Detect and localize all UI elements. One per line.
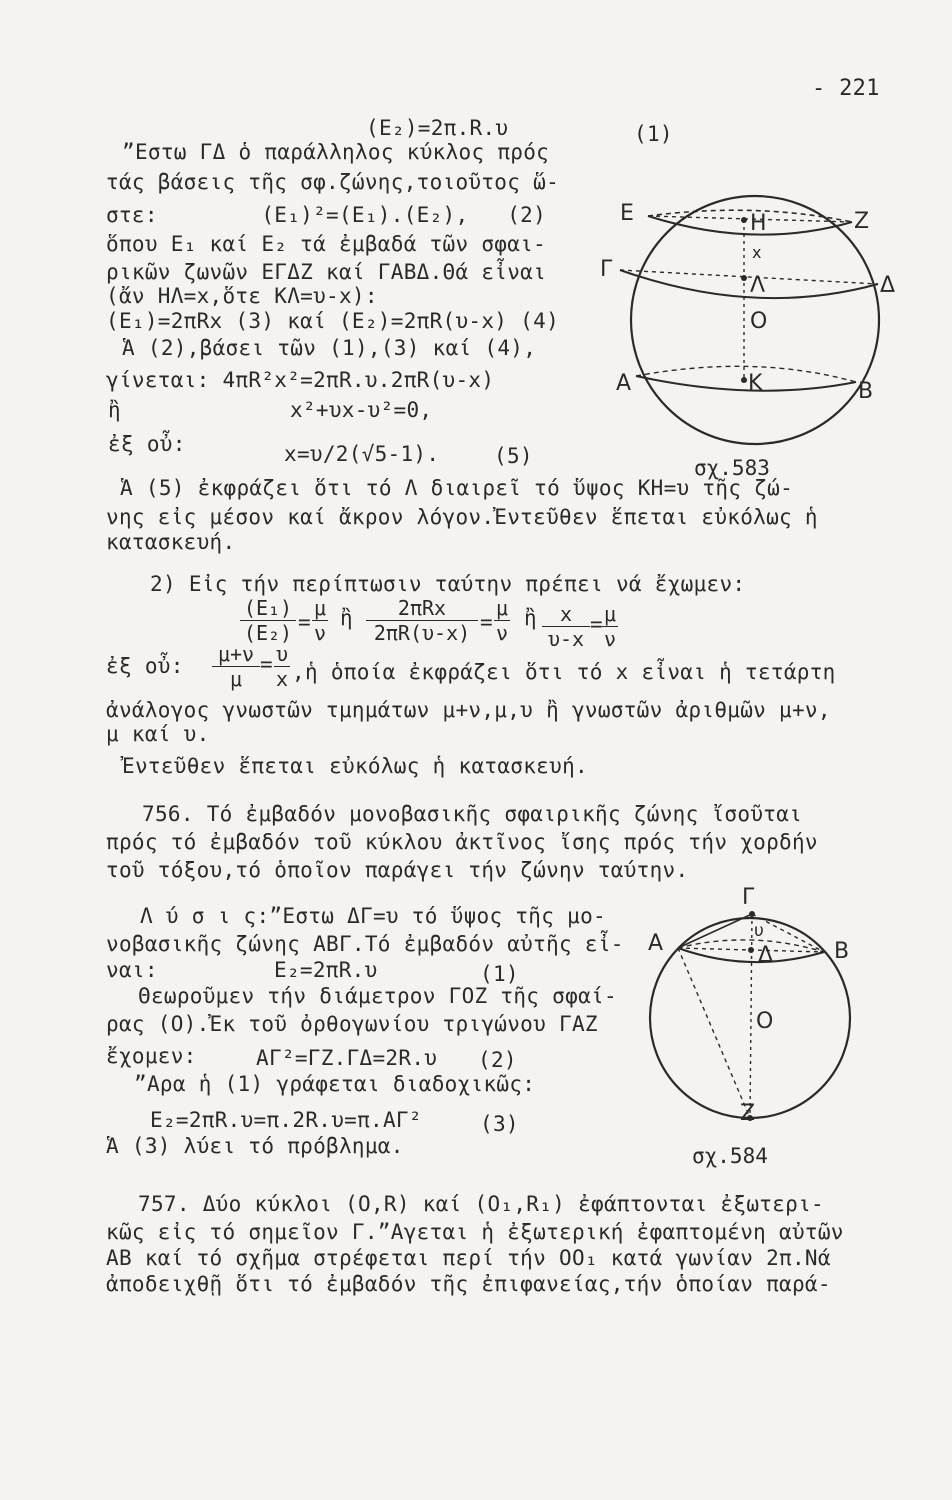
equation-5-number: (5) (494, 444, 533, 468)
fraction-mu-plus-nu-over-mu (212, 642, 260, 691)
solution-equation-3: E₂=2πR.υ=π.2R.υ=π.AΓ² (150, 1108, 422, 1132)
label-A: A (648, 931, 664, 956)
point-K (741, 377, 747, 383)
figure-584-single-base-zone (642, 878, 862, 1132)
solution-line: Θεωροῦμεν τήν διάμετρον ΓOZ τῆς σφαί- (138, 984, 617, 1008)
text-line: τάς βάσεις τῆς σφ.ζώνης,τοιοῦτος ὥ- (106, 170, 560, 194)
denominator: ν (313, 621, 327, 645)
numerator: μ (313, 596, 327, 620)
label-Lambda: Λ (750, 273, 766, 298)
label-H: H (750, 211, 767, 236)
label-O: O (750, 309, 768, 334)
label-K: K (748, 371, 763, 396)
equation-5: x=υ/2(√5-1). (284, 442, 440, 466)
label-Z: Z (740, 1101, 756, 1126)
fraction-E1-E2 (240, 596, 296, 645)
chord-AZ (678, 948, 750, 1118)
solution-line: Λ ύ σ ι ς:”Eστω ΔΓ=υ τό ὕψος τῆς μο- (140, 904, 606, 928)
solution-line: ἔχομεν: (106, 1044, 197, 1068)
denominator: μ (229, 667, 243, 691)
label-Gamma: Γ (600, 257, 613, 282)
label-E: E (620, 201, 634, 226)
equation-number: (3) (480, 1112, 519, 1136)
denominator: ν (603, 627, 617, 651)
point-L (741, 275, 747, 281)
solution-line: νοβασικῆς ζώνης ABΓ.Τό ἐμβαδόν αὐτῆς εἶ- (106, 932, 624, 956)
equation-1: (E₂)=2π.R.υ (366, 116, 509, 140)
label-Delta: Δ (758, 943, 774, 968)
or-word: ἢ (340, 606, 353, 630)
equation-number: (1) (480, 962, 519, 986)
point-H (741, 217, 747, 223)
point-G (749, 911, 755, 917)
or-word: ἢ (108, 398, 121, 422)
problem-756-statement: 756. Τό ἐμβαδόν μονοβασικῆς σφαιρικῆς ζώνης ἴσοῦται (142, 802, 803, 826)
solution-line: ναι: (106, 958, 158, 982)
equation-number: (2) (478, 1048, 517, 1072)
problem-756-statement: τοῦ τόξου,τό ὁποῖον παράγει τήν ζώνην ταύτην. (106, 858, 689, 882)
label-A: A (616, 371, 632, 396)
label-B: B (834, 939, 850, 964)
zone-circle-GD-front (620, 270, 878, 298)
problem-756-statement: πρός τό ἐμβαδόν τοῦ κύκλου ἀκτῖνος ἴσης πρός τήν χορδήν (106, 830, 818, 854)
page-number: - 221 (812, 76, 880, 101)
denominator: (E₂) (243, 621, 293, 645)
denominator: υ-x (547, 627, 585, 651)
denominator: x (275, 667, 289, 691)
equals-sign: = (480, 610, 493, 634)
text-line: 2) Εἰς τήν περίπτωσιν ταύτην πρέπει νά ἔχωμεν: (150, 572, 746, 596)
equations-3-4: (E₁)=2πRx (3) καί (E₂)=2πR(υ-x) (4) (106, 309, 560, 333)
denominator: ν (495, 621, 509, 645)
fraction-x-over-u-minus-x (542, 602, 590, 651)
text-line: γίνεται: 4πR²x²=2πR.υ.2πR(υ-x) (106, 368, 495, 392)
point-D (748, 947, 754, 953)
equation-1-number: (1) (634, 122, 673, 146)
problem-757-statement: ἀποδειχθῇ ὅτι τό ἐμβαδόν τῆς ἐπιφανείας,τήν ὁποίαν παρά- (106, 1272, 831, 1296)
figure-583-sphere-zones (600, 168, 906, 436)
text-line: ἀνάλογος γνωστῶν τμημάτων μ+ν,μ,υ ἢ γνωστῶν ἀριθμῶν μ+ν, (106, 698, 831, 722)
or-word: ἢ (524, 606, 537, 630)
solution-equation-2: AΓ²=ΓZ.ΓΔ=2R.υ (256, 1046, 438, 1070)
problem-757-statement: 757. Δύο κύκλοι (O,R) καί (O₁,R₁) ἐφάπτονται ἐξωτερι- (138, 1192, 824, 1216)
fraction-areas (366, 596, 478, 645)
numerator: (E₁) (240, 596, 296, 621)
quadratic-equation: x²+υx-υ²=0, (290, 398, 433, 422)
numerator: μ+ν (212, 642, 260, 667)
text-line: Ἐντεῦθεν ἕπεται εὐκόλως ἡ κατασκευή. (122, 754, 588, 778)
text-line: ”Eστω ΓΔ ὁ παράλληλος κύκλος πρός (122, 140, 550, 164)
equals-sign: = (298, 610, 311, 634)
fraction-mu-nu (494, 596, 510, 645)
numerator: μ (495, 596, 509, 620)
fraction-u-over-x (274, 642, 290, 691)
whence-word: ἐξ οὖ: (108, 432, 186, 456)
label-Gamma: Γ (742, 885, 755, 910)
text-line: (ἄν HΛ=x,ὅτε KΛ=υ-x): (106, 284, 378, 308)
equation-2: στε: (E₁)²=(E₁).(E₂), (2) (106, 203, 547, 227)
chord-AG (678, 914, 752, 948)
numerator: μ (603, 602, 617, 626)
numerator: υ (275, 642, 289, 666)
fraction-mu-nu (312, 596, 328, 645)
text-line: μ καί υ. (106, 722, 210, 746)
label-Delta: Δ (880, 273, 896, 298)
solution-line: ”Αρα ἡ (1) γράφεται διαδοχικῶς: (134, 1072, 536, 1096)
figure-583-caption: σχ.583 (694, 456, 770, 480)
problem-757-statement: AB καί τό σχῆμα στρέφεται περί τήν OO₁ κατά γωνίαν 2π.Νά (106, 1246, 831, 1270)
label-upsilon: υ (754, 921, 764, 941)
problem-757-statement: κῶς εἰς τό σημεῖον Γ.”Αγεται ἡ ἐξωτερική ἐφαπτομένη αὐτῶν (106, 1220, 844, 1244)
diameter-GZ (750, 914, 752, 1118)
solution-line: Ἁ (3) λύει τό πρόβλημα. (106, 1134, 404, 1158)
label-Z: Z (854, 209, 870, 234)
label-O: O (756, 1009, 774, 1034)
fraction-mu-nu (602, 602, 618, 651)
solution-equation-1: E₂=2πR.υ (274, 958, 378, 982)
whence-word: ἐξ οὖ: (106, 654, 184, 678)
text-line: ,ἡ ὁποία ἐκφράζει ὅτι τό x εἶναι ἡ τετάρτη (292, 660, 836, 684)
figure-584-caption: σχ.584 (692, 1144, 768, 1168)
paragraph-line: κατασκευή. (106, 530, 236, 554)
label-x: x (752, 243, 762, 262)
label-B: B (858, 379, 874, 404)
text-line: ρικῶν ζωνῶν EΓΔZ καί ΓABΔ.Θά εἶναι (106, 260, 547, 284)
paragraph-line: νης εἰς μέσον καί ἄκρον λόγον.Ἐντεῦθεν ἕπεται εὐκόλως ἡ (106, 505, 818, 529)
equals-sign: = (590, 612, 603, 636)
paragraph-line: Ἁ (5) ἐκφράζει ὅτι τό Λ διαιρεῖ τό ὕψος KH=υ τῆς ζώ- (120, 476, 794, 500)
equals-sign: = (260, 652, 273, 676)
denominator: 2πR(υ-x) (373, 621, 471, 645)
text-line: Ἁ (2),βάσει τῶν (1),(3) καί (4), (122, 336, 537, 360)
solution-line: ρας (O).Ἐκ τοῦ ὀρθογωνίου τριγώνου ΓAZ (106, 1012, 598, 1036)
numerator: 2πRx (366, 596, 478, 621)
text-line: ὅπου E₁ καί E₂ τά ἐμβαδά τῶν σφαι- (106, 232, 547, 256)
numerator: x (542, 602, 590, 627)
